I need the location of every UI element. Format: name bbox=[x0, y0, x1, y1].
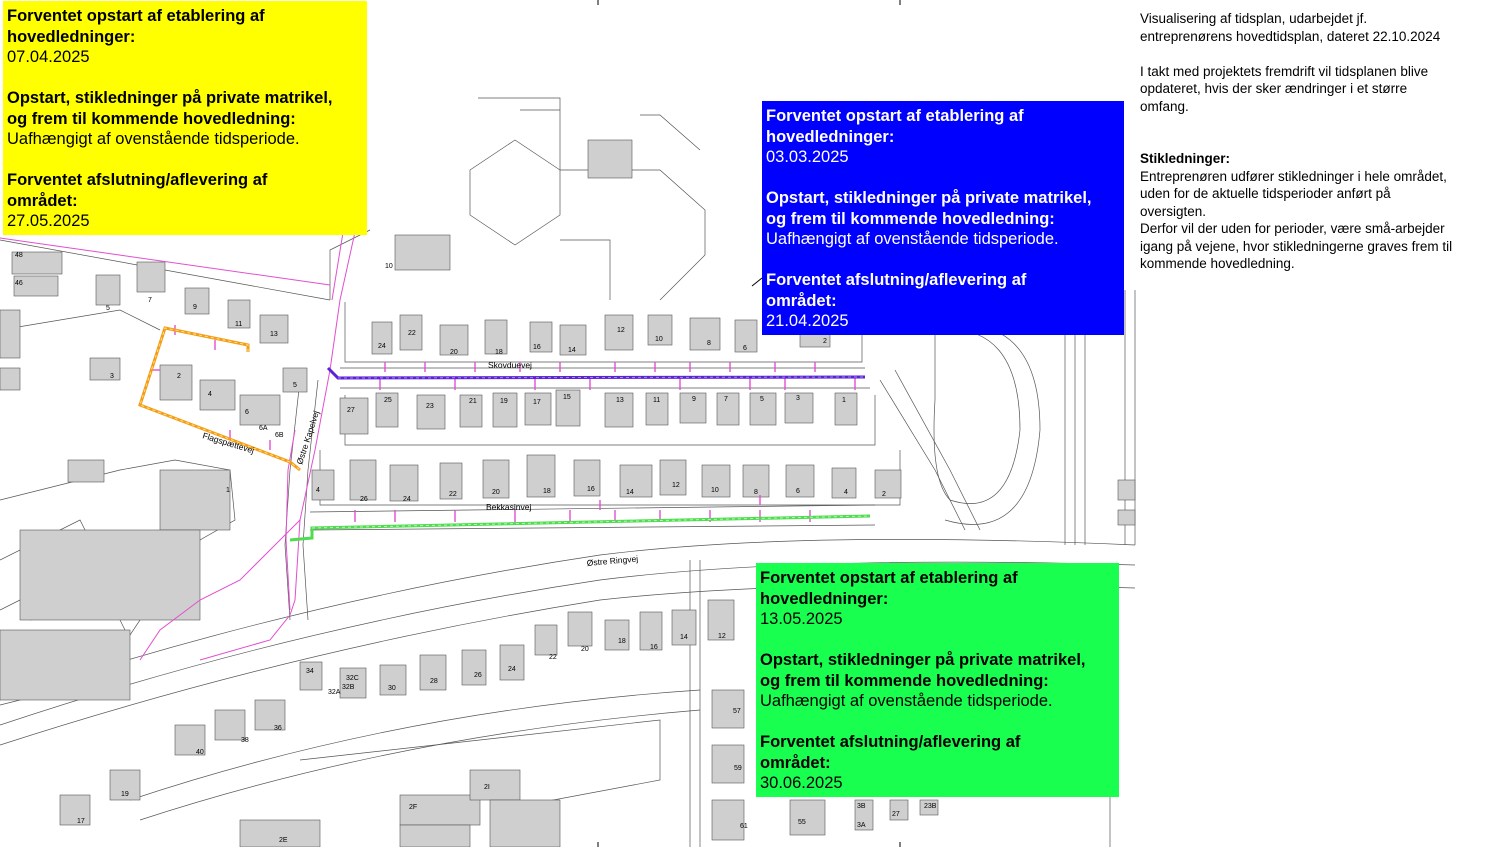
house-number: 2 bbox=[177, 373, 181, 380]
house-number: 17 bbox=[533, 399, 541, 406]
house-number: 13 bbox=[270, 331, 278, 338]
start-date: 13.05.2025 bbox=[760, 610, 843, 628]
stikledninger-text: uden for de aktuelle tidsperioder anført på bbox=[1140, 186, 1391, 201]
house-number: 38 bbox=[241, 737, 249, 744]
stikledninger-heading: Stikledninger: bbox=[1140, 151, 1231, 166]
stikledninger-text: igang på vejene, hvor stikledningerne graves frem til bbox=[1140, 238, 1453, 254]
stik-label: og frem til kommende hovedledning: bbox=[766, 209, 1055, 228]
house-number: 26 bbox=[474, 672, 482, 679]
house-number: 4 bbox=[844, 489, 848, 496]
house-number: 7 bbox=[148, 297, 152, 304]
end-label: området: bbox=[7, 191, 78, 210]
house-number: 57 bbox=[733, 708, 741, 715]
house-number: 19 bbox=[121, 791, 129, 798]
stik-value: Uafhængigt af ovenstående tidsperiode. bbox=[766, 230, 1059, 248]
house-number: 5 bbox=[760, 396, 764, 403]
house-number: 36 bbox=[274, 725, 282, 732]
house-number: 9 bbox=[193, 304, 197, 311]
update-text: opdateret, hvis der sker ændringer i et større bbox=[1140, 81, 1408, 96]
stik-label: Opstart, stikledninger på private matrikel, bbox=[7, 89, 333, 107]
house-number: 2 bbox=[823, 338, 827, 345]
stikledninger-text: kommende hovedledning. bbox=[1140, 256, 1295, 271]
house-number: 22 bbox=[408, 330, 416, 337]
house-number: 59 bbox=[734, 765, 742, 772]
house-number: 16 bbox=[587, 486, 595, 493]
house-number: 24 bbox=[508, 666, 516, 673]
house-number: 20 bbox=[492, 489, 500, 496]
house-number: 3 bbox=[110, 373, 114, 380]
house-number: 12 bbox=[617, 327, 625, 334]
green-area-schedule bbox=[756, 563, 1119, 797]
street-ostre-ringvej: Østre Ringvej bbox=[586, 553, 639, 568]
house-number: 2F bbox=[409, 804, 418, 811]
house-number: 30 bbox=[388, 685, 396, 692]
house-number: 55 bbox=[798, 819, 806, 826]
house-number: 12 bbox=[718, 633, 726, 640]
house-number: 10 bbox=[711, 487, 719, 494]
house-number: 6 bbox=[245, 409, 249, 416]
end-label: Forventet afslutning/aflevering af bbox=[760, 733, 1021, 751]
house-number: 18 bbox=[618, 638, 626, 645]
house-number: 15 bbox=[563, 394, 571, 401]
house-number: 18 bbox=[495, 349, 503, 356]
house-number: 21 bbox=[469, 398, 477, 405]
house-number: 22 bbox=[449, 491, 457, 498]
house-number: 34 bbox=[306, 668, 314, 675]
house-number: 13 bbox=[616, 397, 624, 404]
house-number: 16 bbox=[650, 644, 658, 651]
house-number: 23 bbox=[426, 403, 434, 410]
house-number: 6 bbox=[743, 345, 747, 352]
house-number: 14 bbox=[568, 347, 576, 354]
street-skovduevej: Skovduevej bbox=[488, 360, 532, 370]
house-number: 22 bbox=[549, 654, 557, 661]
start-date: 07.04.2025 bbox=[7, 48, 90, 66]
house-number: 3B bbox=[857, 803, 866, 810]
house-number: 26 bbox=[360, 496, 368, 503]
stikledninger-text: Derfor vil der uden for perioder, være små-arbejder bbox=[1140, 221, 1445, 236]
house-number: 14 bbox=[680, 634, 688, 641]
house-number: 11 bbox=[235, 321, 243, 328]
update-text: I takt med projektets fremdrift vil tidsplanen blive bbox=[1140, 63, 1429, 79]
end-label: området: bbox=[760, 753, 831, 772]
house-number: 24 bbox=[403, 496, 411, 503]
stik-label: og frem til kommende hovedledning: bbox=[7, 109, 296, 128]
stik-label: Opstart, stikledninger på private matrikel, bbox=[760, 651, 1086, 669]
house-number: 32A bbox=[328, 689, 341, 696]
house-number: 18 bbox=[543, 488, 551, 495]
intro-text: Visualisering af tidsplan, udarbejdet jf. bbox=[1140, 11, 1368, 26]
intro-text: entreprenørens hovedtidsplan, dateret 22.10.2024 bbox=[1140, 28, 1441, 44]
stik-value: Uafhængigt af ovenstående tidsperiode. bbox=[7, 130, 300, 148]
house-number: 3A bbox=[857, 822, 866, 829]
house-number: 6B bbox=[275, 432, 284, 439]
house-number: 10 bbox=[655, 336, 663, 343]
house-number: 4 bbox=[316, 487, 320, 494]
house-number: 20 bbox=[581, 646, 589, 653]
house-number: 20 bbox=[450, 349, 458, 356]
start-label: Forventet opstart af etablering af bbox=[760, 569, 1018, 587]
house-number: 12 bbox=[672, 482, 680, 489]
house-number: 23B bbox=[924, 803, 937, 810]
house-number: 17 bbox=[77, 818, 85, 825]
house-number: 14 bbox=[626, 489, 634, 496]
stik-value: Uafhængigt af ovenstående tidsperiode. bbox=[760, 692, 1053, 710]
house-number: 46 bbox=[15, 280, 23, 287]
house-number: 25 bbox=[384, 397, 392, 404]
house-number: 2I bbox=[484, 784, 490, 791]
end-date: 30.06.2025 bbox=[760, 774, 843, 792]
house-number: 28 bbox=[430, 678, 438, 685]
house-number: 32C bbox=[346, 675, 359, 682]
house-number: 5 bbox=[106, 305, 110, 312]
house-number: 9 bbox=[692, 396, 696, 403]
house-number: 8 bbox=[707, 340, 711, 347]
house-number: 27 bbox=[347, 407, 355, 414]
yellow-area-schedule bbox=[3, 1, 367, 235]
update-text: omfang. bbox=[1140, 98, 1189, 114]
stik-label: og frem til kommende hovedledning: bbox=[760, 671, 1049, 690]
house-number: 4 bbox=[208, 391, 212, 398]
stikledninger-text: Entreprenøren udfører stikledninger i hele området, bbox=[1140, 168, 1447, 184]
end-label: Forventet afslutning/aflevering af bbox=[7, 171, 268, 189]
house-number: 40 bbox=[196, 749, 204, 756]
house-number: 27 bbox=[892, 811, 900, 818]
house-number: 2E bbox=[279, 837, 288, 844]
house-number: 48 bbox=[15, 252, 23, 259]
house-number: 7 bbox=[724, 396, 728, 403]
end-date: 21.04.2025 bbox=[766, 312, 849, 330]
stik-label: Opstart, stikledninger på private matrikel, bbox=[766, 189, 1092, 207]
start-label: Forventet opstart af etablering af bbox=[7, 7, 265, 25]
house-number: 8 bbox=[754, 489, 758, 496]
stikledninger-text: oversigten. bbox=[1140, 203, 1207, 219]
schedule-notes bbox=[1140, 10, 1496, 273]
house-number: 19 bbox=[500, 398, 508, 405]
house-number: 16 bbox=[533, 344, 541, 351]
house-number: 1 bbox=[226, 487, 230, 494]
house-number: 3 bbox=[796, 395, 800, 402]
start-label: Forventet opstart af etablering af bbox=[766, 107, 1024, 125]
house-number: 2 bbox=[882, 491, 886, 498]
start-label: hovedledninger: bbox=[766, 127, 895, 146]
house-number: 32B bbox=[342, 684, 355, 691]
start-label: hovedledninger: bbox=[760, 589, 889, 608]
end-date: 27.05.2025 bbox=[7, 212, 90, 230]
street-bekkasinvej: Bekkasinvej bbox=[486, 502, 532, 512]
house-number: 10 bbox=[385, 263, 393, 270]
street-flagspaettevej: Flagspættevej bbox=[201, 430, 256, 456]
house-number: 1 bbox=[842, 397, 846, 404]
start-date: 03.03.2025 bbox=[766, 148, 849, 166]
house-number: 5 bbox=[293, 382, 297, 389]
house-number: 24 bbox=[378, 343, 386, 350]
end-label: området: bbox=[766, 291, 837, 310]
house-number: 11 bbox=[653, 397, 661, 404]
house-number: 6 bbox=[796, 488, 800, 495]
house-number: 6A bbox=[259, 425, 268, 432]
street-ostre-kapelvej: Østre Kapelvej bbox=[294, 409, 322, 466]
start-label: hovedledninger: bbox=[7, 27, 136, 46]
house-number: 61 bbox=[740, 823, 748, 830]
blue-area-schedule bbox=[762, 101, 1124, 335]
end-label: Forventet afslutning/aflevering af bbox=[766, 271, 1027, 289]
